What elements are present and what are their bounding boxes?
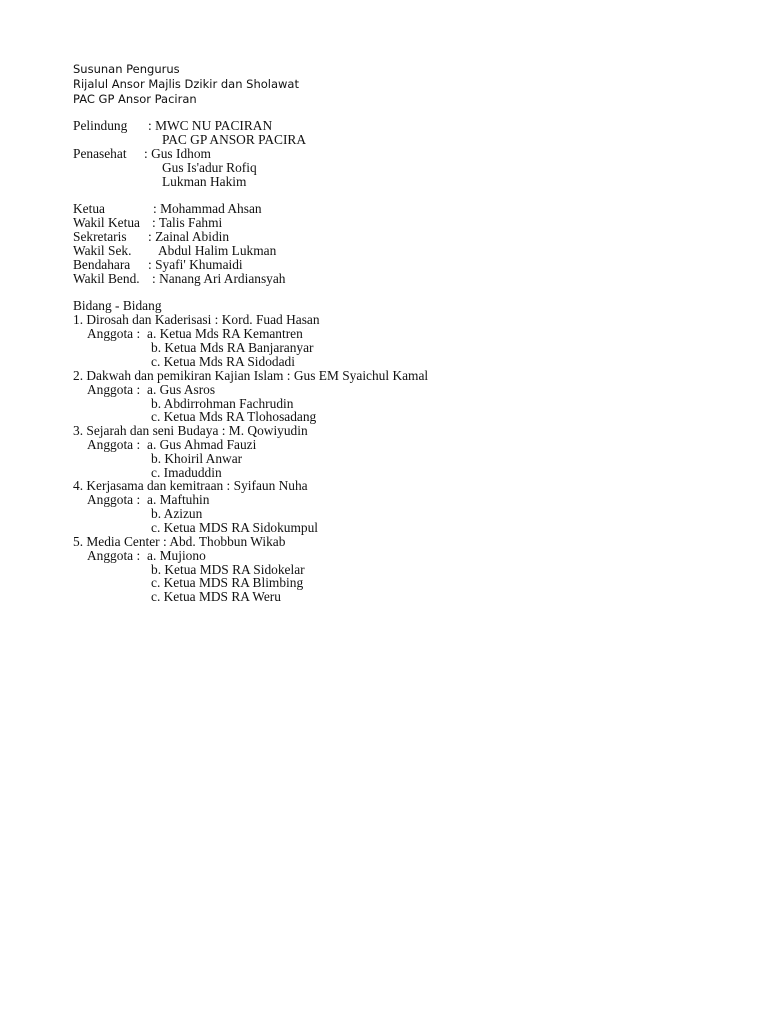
bidang-title: Bidang - Bidang <box>73 298 162 313</box>
member-item: c. Ketua MDS RA Weru <box>151 589 281 604</box>
document-title: Susunan Pengurus <box>73 62 180 76</box>
officer-label-ketua: Ketua <box>73 201 105 216</box>
section-heading: 5. Media Center : Abd. Thobbun Wikab <box>73 534 286 549</box>
officer-label-bendahara: Bendahara <box>73 257 131 272</box>
member-item: c. Imaduddin <box>151 465 222 480</box>
member-item: c. Ketua MDS RA Blimbing <box>151 575 304 590</box>
anggota-label: Anggota : <box>87 437 141 452</box>
officer-label-wakil-ketua: Wakil Ketua <box>73 215 140 230</box>
officer-value-sekretaris: : Zainal Abidin <box>148 229 230 244</box>
penasehat-label: Penasehat <box>73 146 127 161</box>
section-heading: 3. Sejarah dan seni Budaya : M. Qowiyudin <box>73 423 308 438</box>
member-item: b. Khoiril Anwar <box>151 451 243 466</box>
member-item: a. Maftuhin <box>147 492 210 507</box>
member-item: b. Abdirrohman Fachrudin <box>151 396 294 411</box>
pelindung-value-2: PAC GP ANSOR PACIRA <box>162 132 307 147</box>
member-item: b. Ketua MDS RA Sidokelar <box>151 562 305 577</box>
anggota-label: Anggota : <box>87 492 141 507</box>
member-item: c. Ketua Mds RA Tlohosadang <box>151 409 317 424</box>
officer-value-wakil-sek: Abdul Halim Lukman <box>158 243 277 258</box>
member-item: a. Ketua Mds RA Kemantren <box>147 326 303 341</box>
section-heading: 1. Dirosah dan Kaderisasi : Kord. Fuad Hasan <box>73 312 320 327</box>
officer-value-wakil-bend: : Nanang Ari Ardiansyah <box>152 271 286 286</box>
penasehat-value-3: Lukman Hakim <box>162 174 247 189</box>
pelindung-value-1: : MWC NU PACIRAN <box>148 118 273 133</box>
member-item: b. Azizun <box>151 506 203 521</box>
document-subtitle: Rijalul Ansor Majlis Dzikir dan Sholawat <box>73 77 299 91</box>
section-heading: 4. Kerjasama dan kemitraan : Syifaun Nuha <box>73 478 308 493</box>
section-heading: 2. Dakwah dan pemikiran Kajian Islam : Gus EM Syaichul Kamal <box>73 368 429 383</box>
anggota-label: Anggota : <box>87 326 141 341</box>
member-item: a. Mujiono <box>147 548 206 563</box>
penasehat-value-2: Gus Is'adur Rofiq <box>162 160 257 175</box>
member-item: a. Gus Asros <box>147 382 216 397</box>
member-item: a. Gus Ahmad Fauzi <box>147 437 257 452</box>
anggota-label: Anggota : <box>87 382 141 397</box>
anggota-label: Anggota : <box>87 548 141 563</box>
member-item: c. Ketua Mds RA Sidodadi <box>151 354 295 369</box>
member-item: b. Ketua Mds RA Banjaranyar <box>151 340 314 355</box>
document-organization: PAC GP Ansor Paciran <box>73 92 197 106</box>
officer-value-bendahara: : Syafi' Khumaidi <box>148 257 243 272</box>
officer-value-ketua: : Mohammad Ahsan <box>153 201 262 216</box>
officer-value-wakil-ketua: : Talis Fahmi <box>152 215 223 230</box>
penasehat-value-1: : Gus Idhom <box>144 146 211 161</box>
officer-label-sekretaris: Sekretaris <box>73 229 127 244</box>
pelindung-label: Pelindung <box>73 118 128 133</box>
member-item: c. Ketua MDS RA Sidokumpul <box>151 520 319 535</box>
officer-label-wakil-sek: Wakil Sek. <box>73 243 132 258</box>
officer-label-wakil-bend: Wakil Bend. <box>73 271 140 286</box>
